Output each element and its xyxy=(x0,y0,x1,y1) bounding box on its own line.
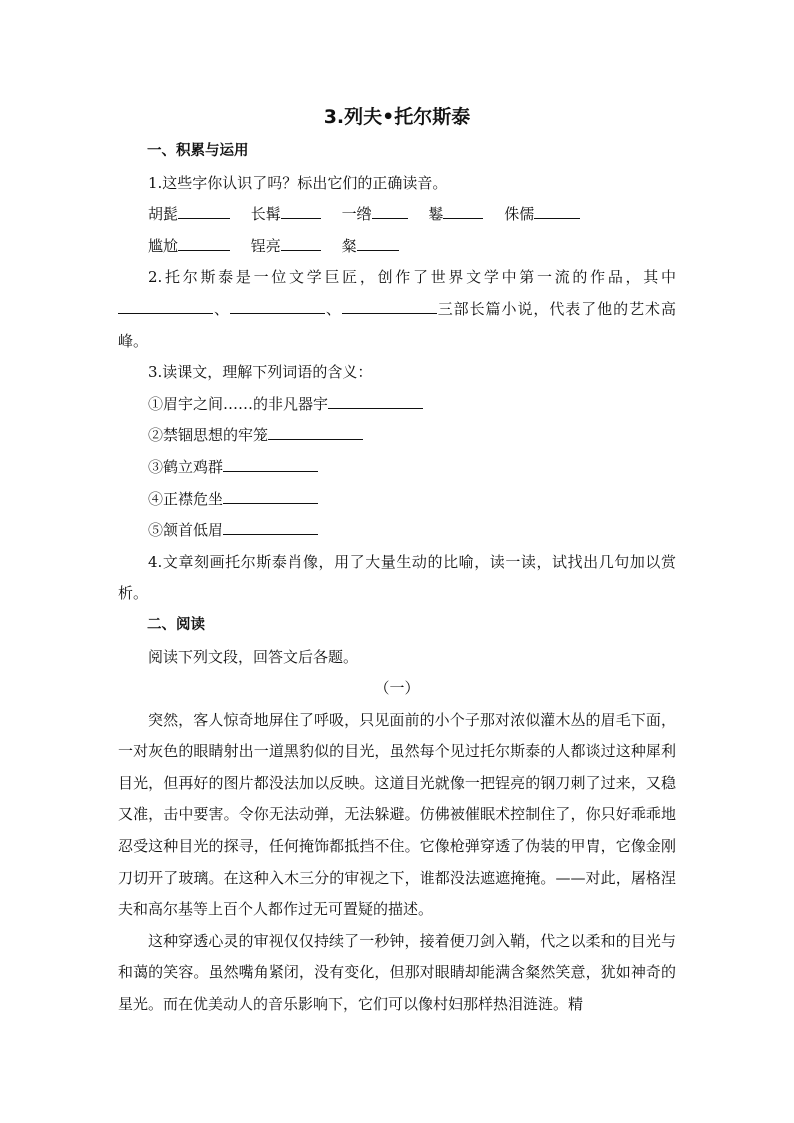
answer-blank[interactable] xyxy=(223,456,318,472)
answer-blank[interactable] xyxy=(281,203,321,219)
answer-blank[interactable] xyxy=(342,298,437,314)
word-item: 一绺 xyxy=(342,205,408,223)
answer-blank[interactable] xyxy=(223,488,318,504)
q3-item-4: ④正襟危坐 xyxy=(118,484,676,516)
answer-blank[interactable] xyxy=(178,203,230,219)
word-item: 鬈 xyxy=(428,205,483,223)
word-item: 侏儒 xyxy=(504,205,580,223)
word-row-2 xyxy=(118,231,676,263)
question-3: 3.读课文，理解下列词语的含义： xyxy=(148,363,373,382)
passage-paragraph-1: 突然，客人惊奇地屏住了呼吸，只见面前的小个子那对浓似灌木丛的眉毛下面，一对灰色的眼睛射出一道黑豹似的目光，虽然每个见过托尔斯泰的人都谈过这种犀利目光，但再好的图片都没法加以反映。这道目光就像一把锃亮的钢刀刺了过来，又稳又准，击中要害。令你无法动弹，无法躲避。仿佛被催眠术控制住了，你只好乖乖地忍受这种目光的探寻，任何掩饰都抵挡不住。它像枪弹穿透了伪装的甲胄，它像金刚刀切开了玻璃。在这种入木三分的审视之下，谁都没法遮遮掩掩。——对此，屠格涅夫和高尔基等上百个人都作过无可置疑的描述。 xyxy=(118,710,676,919)
page-title: 3.列夫•托尔斯泰 xyxy=(323,106,471,128)
answer-blank[interactable] xyxy=(372,203,408,219)
section-heading-1: 一、积累与运用 xyxy=(147,143,249,159)
word-item: 长髯 xyxy=(251,205,321,223)
word-item: 锃亮 xyxy=(251,237,321,255)
answer-blank[interactable] xyxy=(357,235,399,251)
q3-item-1: ①眉宇之间……的非凡器宇 xyxy=(118,389,676,421)
answer-blank[interactable] xyxy=(118,298,213,314)
word-item: 胡髭 xyxy=(148,205,230,223)
worksheet-page xyxy=(118,102,676,1021)
word-item: 粲 xyxy=(342,237,399,255)
q3-item-2: ②禁锢思想的牢笼 xyxy=(118,420,676,452)
passage-label: （一） xyxy=(374,679,420,698)
answer-blank[interactable] xyxy=(281,235,321,251)
answer-blank[interactable] xyxy=(534,203,580,219)
q3-item-3: ③鹤立鸡群 xyxy=(118,452,676,484)
section-heading-2: 二、阅读 xyxy=(147,616,205,633)
word-row-1 xyxy=(118,199,676,231)
answer-blank[interactable] xyxy=(230,298,325,314)
q3-item-5: ⑤颔首低眉 xyxy=(118,515,676,547)
question-1: 1.这些字你认识了吗？标出它们的正确读音。 xyxy=(148,173,448,192)
question-2: 2.托尔斯泰是一位文学巨匠，创作了世界文学中第一流的作品，其中、 、 三部长篇小说，代表了他的艺术高峰。 xyxy=(118,268,676,350)
reading-intro: 阅读下列文段，回答文后各题。 xyxy=(148,647,359,666)
question-4: 4.文章刻画托尔斯泰肖像，用了大量生动的比喻，读一读，试找出几句加以赏析。 xyxy=(118,552,676,603)
answer-blank[interactable] xyxy=(443,203,483,219)
passage-paragraph-2: 这种穿透心灵的审视仅仅持续了一秒钟，接着便刀剑入鞘，代之以柔和的目光与和蔼的笑容。虽然嘴角紧闭，没有变化，但那对眼睛却能满含粲然笑意，犹如神奇的星光。而在优美动人的音乐影响下，它们可以像村妇那样热泪涟涟。精 xyxy=(118,931,676,1014)
answer-blank[interactable] xyxy=(328,393,423,409)
word-item: 尴尬 xyxy=(148,237,230,255)
answer-blank[interactable] xyxy=(178,235,230,251)
answer-blank[interactable] xyxy=(268,424,363,440)
answer-blank[interactable] xyxy=(223,519,318,535)
